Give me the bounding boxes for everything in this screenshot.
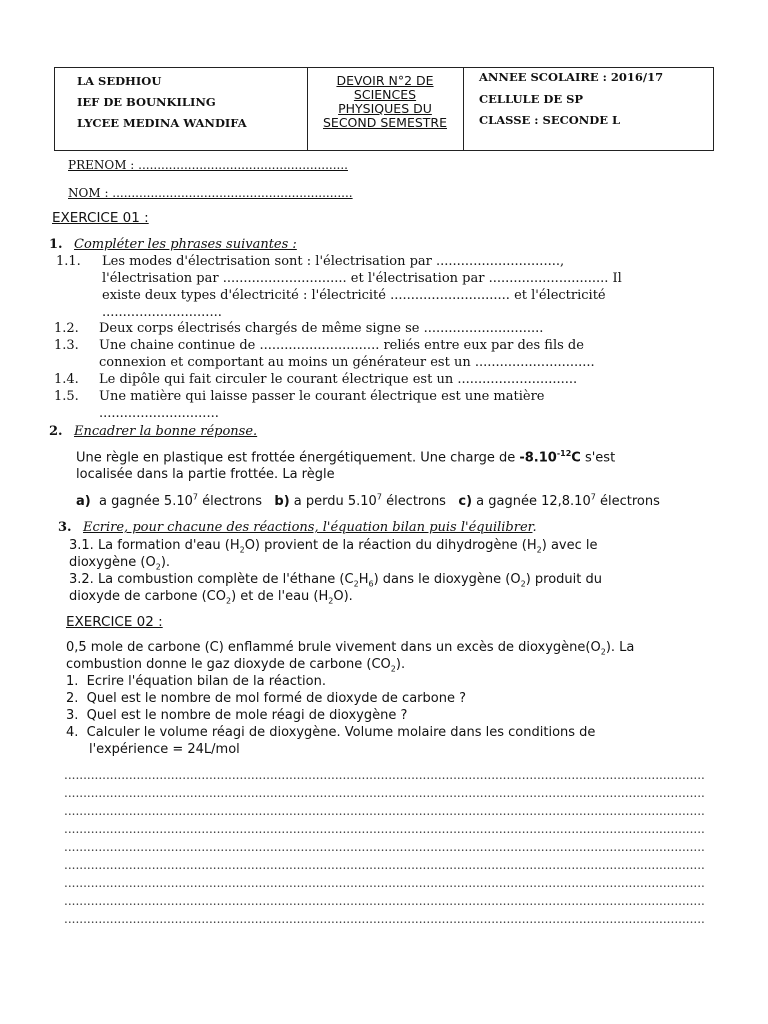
subscript: 2 <box>155 562 161 572</box>
answer-line[interactable]: ........................................................................................................................................................................ <box>64 840 705 854</box>
item-3-2-line <box>69 572 602 589</box>
exercise-2-item <box>66 725 595 740</box>
item-1-1-line: l'électrisation par .............................. et l'électrisation par ............................. Il <box>102 271 622 286</box>
prenom-field[interactable]: PRENOM : ....................................................... <box>68 158 348 172</box>
text-span: O) provient de la réaction du dihydrogène (H <box>244 538 537 553</box>
item-1-1-line: ............................. <box>102 305 222 320</box>
subscript: 2 <box>600 647 606 657</box>
header-right-column <box>463 68 713 150</box>
text-span: Une règle en plastique est frottée énergétiquement. Une charge de <box>76 450 520 466</box>
exercise-2-title: EXERCICE 02 : <box>66 614 163 630</box>
charge-unit: C <box>571 450 581 466</box>
item-3-1-line <box>69 555 170 572</box>
charge-exponent: -12 <box>556 449 572 458</box>
item-3-1-line <box>69 538 598 555</box>
option-text: a gagnée 5.10 <box>98 494 193 510</box>
header-box <box>54 67 714 151</box>
exponent: 7 <box>192 493 198 502</box>
item-1-1-line: Les modes d'électrisation sont : l'électrisation par .............................., <box>102 254 565 269</box>
exercise-2-paragraph <box>66 657 405 674</box>
instruction-text: Ecrire, pour chacune des réactions, l'équation bilan puis l'équilibrer <box>83 520 533 535</box>
exam-title <box>307 74 463 130</box>
item-number: 4. <box>66 725 79 740</box>
text-span: combustion donne le gaz dioxyde de carbone (CO <box>66 657 391 672</box>
item-1-3-line: connexion et comportant au moins un générateur est un ............................. <box>99 355 595 370</box>
option-label: c) <box>458 494 473 510</box>
item-1-3-line: Une chaine continue de ............................. reliés entre eux par des fils de <box>99 338 584 353</box>
answer-line[interactable]: ........................................................................................................................................................................ <box>64 858 705 872</box>
answer-line[interactable]: ........................................................................................................................................................................ <box>64 804 705 818</box>
text-span: ). <box>160 555 171 570</box>
item-text: Calculer le volume réagi de dioxygène. Volume molaire dans les conditions de <box>86 725 596 740</box>
exponent: 7 <box>376 493 382 502</box>
text-span: ). <box>395 657 406 672</box>
text-span: O). <box>333 589 353 604</box>
exercise-2-paragraph <box>66 640 634 657</box>
header-school-year: ANNEE SCOLAIRE : 2016/17 <box>479 70 664 84</box>
item-1-4-line: Le dipôle qui fait circuler le courant électrique est un ............................. <box>99 372 578 387</box>
subscript: 2 <box>390 664 396 674</box>
exercise-2-item <box>66 708 407 723</box>
header-class: CLASSE : SECONDE L <box>479 113 621 127</box>
item-1-3-number: 1.3. <box>54 338 79 353</box>
text-span: H <box>358 572 369 587</box>
option-text: électrons <box>202 494 262 510</box>
answer-options <box>76 493 660 509</box>
option-text: électrons <box>599 494 660 510</box>
item-1-4-number: 1.4. <box>54 372 79 387</box>
item-1-2-line: Deux corps électrisés chargés de même signe se ............................. <box>99 321 544 336</box>
text-span: ) et de l'eau (H <box>231 589 329 604</box>
item-text: Quel est le nombre de mole réagi de dioxygène ? <box>86 708 408 723</box>
answer-line[interactable]: ........................................................................................................................................................................ <box>64 822 705 836</box>
subscript: 2 <box>225 596 232 606</box>
item-1-5-number: 1.5. <box>54 389 79 404</box>
option-label: b) <box>274 494 290 510</box>
question-2-instruction: Encadrer la bonne réponse. <box>74 424 258 439</box>
exercise-1-title: EXERCICE 01 : <box>52 210 149 226</box>
option-label: a) <box>76 494 91 510</box>
text-span: 0,5 mole de carbone (C) enflammé brule vivement dans un excès de dioxygène(O <box>66 640 601 655</box>
option-c[interactable] <box>458 494 659 509</box>
text-span: ) dans le dioxygène (O <box>373 572 521 587</box>
text-span: 3.1. La formation d'eau (H <box>69 538 240 553</box>
question-2-paragraph <box>76 449 615 465</box>
exam-title-line: SCIENCES <box>353 87 417 102</box>
text-span: ). La <box>605 640 635 655</box>
subscript: 2 <box>239 545 245 555</box>
header-school: LYCEE MEDINA WANDIFA <box>77 116 247 130</box>
item-1-5-line: ............................. <box>99 406 219 421</box>
item-1-1-line: existe deux types d'électricité : l'électricité ............................. et l'électricité <box>102 288 606 303</box>
exercise-2-item <box>66 674 326 689</box>
answer-line[interactable]: ........................................................................................................................................................................ <box>64 912 705 926</box>
question-3-number: 3. <box>58 520 72 535</box>
exam-title-line: DEVOIR N°2 DE <box>336 73 434 88</box>
exam-title-line: SECOND SEMESTRE <box>322 115 448 130</box>
text-span: dioxygène (O <box>69 555 156 570</box>
text-span: 3.2. La combustion complète de l'éthane (C <box>69 572 354 587</box>
answer-line[interactable]: ........................................................................................................................................................................ <box>64 768 705 782</box>
text-span: dioxyde de carbone (CO <box>69 589 226 604</box>
question-1-instruction: Compléter les phrases suivantes : <box>74 237 297 252</box>
header-cellule: CELLULE DE SP <box>479 92 584 106</box>
header-region: LA SEDHIOU <box>77 74 162 88</box>
question-1-number: 1. <box>49 237 63 252</box>
text-span: ) produit du <box>525 572 602 587</box>
item-1-2-number: 1.2. <box>54 321 79 336</box>
item-number: 1. <box>66 674 79 689</box>
text-span: s'est <box>580 450 616 466</box>
answer-line[interactable]: ........................................................................................................................................................................ <box>64 876 705 890</box>
nom-field[interactable]: NOM : ............................................................... <box>68 186 353 200</box>
question-2-number: 2. <box>49 424 63 439</box>
item-text: Quel est le nombre de mol formé de dioxyde de carbone ? <box>86 691 466 706</box>
item-1-1-number: 1.1. <box>56 254 81 269</box>
option-text: a perdu 5.10 <box>293 494 377 510</box>
charge-value: -8.10 <box>519 450 557 466</box>
header-left-column <box>55 68 308 150</box>
header-ief: IEF DE BOUNKILING <box>77 95 216 109</box>
option-text: a gagnée 12,8.10 <box>476 494 591 510</box>
question-2-paragraph: localisée dans la partie frottée. La règle <box>76 467 335 482</box>
option-a[interactable] <box>76 494 262 509</box>
option-text: électrons <box>386 494 446 510</box>
subscript: 2 <box>328 596 334 606</box>
exponent: 7 <box>590 493 596 502</box>
option-b[interactable] <box>274 494 446 509</box>
answer-line[interactable]: ........................................................................................................................................................................ <box>64 786 705 800</box>
subscript: 2 <box>353 579 359 589</box>
item-1-5-line: Une matière qui laisse passer le courant électrique est une matière <box>99 389 545 404</box>
subscript: 6 <box>368 579 374 589</box>
item-text: Ecrire l'équation bilan de la réaction. <box>86 674 326 689</box>
item-number: 2. <box>66 691 79 706</box>
exercise-2-item <box>66 691 466 706</box>
item-3-2-line <box>69 589 353 606</box>
item-number: 3. <box>66 708 79 723</box>
answer-line[interactable]: ........................................................................................................................................................................ <box>64 894 705 908</box>
instruction-end: . <box>532 520 537 535</box>
subscript: 2 <box>520 579 526 589</box>
text-span: ) avec le <box>541 538 598 553</box>
header-title-column <box>307 68 464 150</box>
question-3-instruction <box>83 520 537 535</box>
exam-title-line: PHYSIQUES DU <box>338 101 432 116</box>
exercise-2-item-continued: l'expérience = 24L/mol <box>89 742 240 757</box>
subscript: 2 <box>536 545 542 555</box>
